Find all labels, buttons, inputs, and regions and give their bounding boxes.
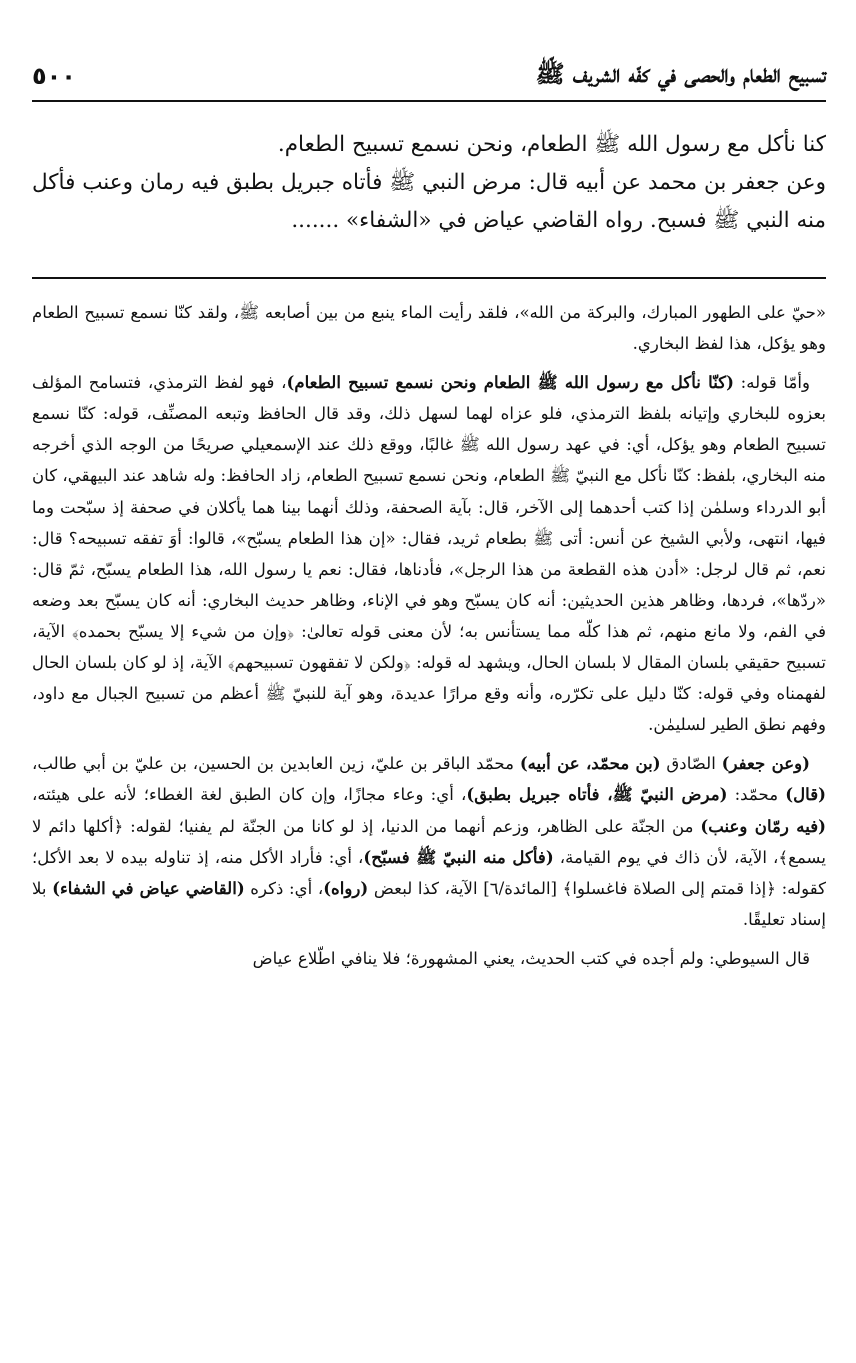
text-run: ، أي: ذكره (244, 878, 324, 898)
header-divider (32, 100, 826, 102)
main-text (32, 126, 826, 240)
text-run: من الجنّة على الظاهر، وزعم أنهما من الدنيا، إذ لو كانا من الجنّة لم يفنيا؛ لقوله: ﴿أكلها دائم لا يسمع﴾، الآية، لأن ذاك في يوم القيامة، (32, 816, 826, 867)
quoted-text: (فيه رمّان وعنب) (700, 815, 826, 836)
page-title: تسبيح الطعام والحصى في كفّه الشريف ﷺ (535, 58, 826, 88)
quoted-text: (بن محمّد، عن أبيه) (519, 753, 661, 774)
quoted-text: (قال) (785, 784, 826, 805)
quoted-text: (مرض النبيّ ﷺ، فأتاه جبريل بطبق) (466, 784, 728, 805)
quoted-text: (كنّا نأكل مع رسول الله ﷺ الطعام ونحن نسمع تسبيح الطعام) (286, 372, 734, 393)
commentary-paragraph (32, 367, 826, 740)
text-run: الصّادق (660, 754, 722, 774)
quoted-text: (رواه) (323, 877, 369, 898)
commentary (32, 297, 826, 982)
text-run: بلا إسناد تعليقًا. (32, 878, 826, 929)
main-text-line: كنا نأكل مع رسول الله ﷺ الطعام، ونحن نسمع تسبيح الطعام. (277, 132, 826, 157)
commentary-paragraph (32, 748, 826, 935)
page-number: ٥٠٠ (32, 62, 76, 90)
commentary-paragraph: قال السيوطي: ولم أجده في كتب الحديث، يعني المشهورة؛ فلا ينافي اطّلاع عياض (252, 948, 810, 968)
page-header (32, 56, 826, 96)
main-text-divider (32, 277, 826, 279)
quoted-text: (وعن جعفر) (721, 753, 810, 774)
text-run: ، أي: فأراد الأكل منه، إذ تناوله بيده لا بعد الأكل؛ كقوله: ﴿إذا قمتم إلى الصلاة فاغسلوا﴾ [المائدة/٦] الآية، كذا لبعض (32, 847, 826, 898)
quoted-text: (القاضي عياض في الشفاء) (52, 877, 245, 898)
main-text-line: وعن جعفر بن محمد عن أبيه قال: مرض النبي ﷺ فأتاه جبريل بطبق فيه رمان وعنب فأكل منه النبي ﷺ فسبح. رواه القاضي عياض في «الشفاء» ....... (32, 170, 826, 233)
commentary-paragraph: «حيّ على الطهور المبارك، والبركة من الله»، فلقد رأيت الماء ينبع من بين أصابعه ﷺ، ولقد كنّا نسمع تسبيح الطعام وهو يؤكل، هذا لفظ البخاري. (32, 303, 826, 354)
text-run: ، أي: وعاء مجازًا، وإن كان الطبق لغة الغطاء؛ لأنه على هيئته، (32, 785, 467, 805)
text-run: وأمّا قوله: (733, 373, 810, 393)
text-run: محمّد الباقر بن عليّ، زين العابدين بن الحسين، بن عليّ بن أبي طالب، (32, 754, 520, 774)
text-run: ، فهو لفظ الترمذي، فتسامح المؤلف بعزوه للبخاري وإتيانه بلفظ الترمذي، فلو عزاه لهما لسهل ذلك، وقد قال الحافظ وتبعه المصنِّف، قوله: كنّا نسمع تسبيح الطعام وهو يؤكل، أي: في عهد رسول الله ﷺ غالبًا، ووقع ذلك عند الإسمعيلي صريحًا من الوجه الذي أخرجه منه البخاري، بلفظ: كنّا نأكل مع النبيّ ﷺ الطعام، ونحن نسمع تسبيح الطعام، زاد الحافظ: وله شاهد عند البيهقي، كان أبو الدرداء وسلمٰن إذا كتب أحدهما إلى الآخر، قال: بآية الصحفة، وذلك أنهما بينا هما يأكلان في صحفة إذ سبّحت وما فيها، انتهى، ولأبي الشيخ عن أنس: أتى ﷺ بطعام ثريد، فقال: «إن هذا الطعام يسبّح»، قالوا: أوَ تفقه تسبيحه؟ قال: نعم، ثم قال لرجل: «أدن هذه القطعة من هذا الرجل»، فأدناها، فقال: نعم يا رسول الله، هذا الطعام يسبّح، ثمّ قال: «ردّها»، فردها، وظاهر هذين الحديثين: أنه كان يسبّح وهو في الإناء، وظاهر حديث البخاري: أنه كان يسبّح بعد وضعه في الفم، ولا مانع منهم، ثم هذا كلّه مما يستأنس به؛ لأن معنى قوله تعالىٰ: ﴿وإن من شيء إلا يسبّح بحمده﴾ الآية، تسبيح حقيقي بلسان المقال لا بلسان الحال، ويشهد له قوله: ﴿ولكن لا تفقهون تسبيحهم﴾ الآية، إذ لو كان بلسان الحال لفهمناه وفي قوله: كنّا دليل على تكرّره، وأنه وقع مرارًا عديدة، وهو آية للنبيّ ﷺ أعظم من تسبيح الجبال مع داود، وفهم نطق الطير لسليمٰن. (32, 373, 826, 735)
quoted-text: (فأكل منه النبيّ ﷺ فسبّح) (363, 846, 554, 867)
text-run: محمّد: (727, 785, 786, 805)
